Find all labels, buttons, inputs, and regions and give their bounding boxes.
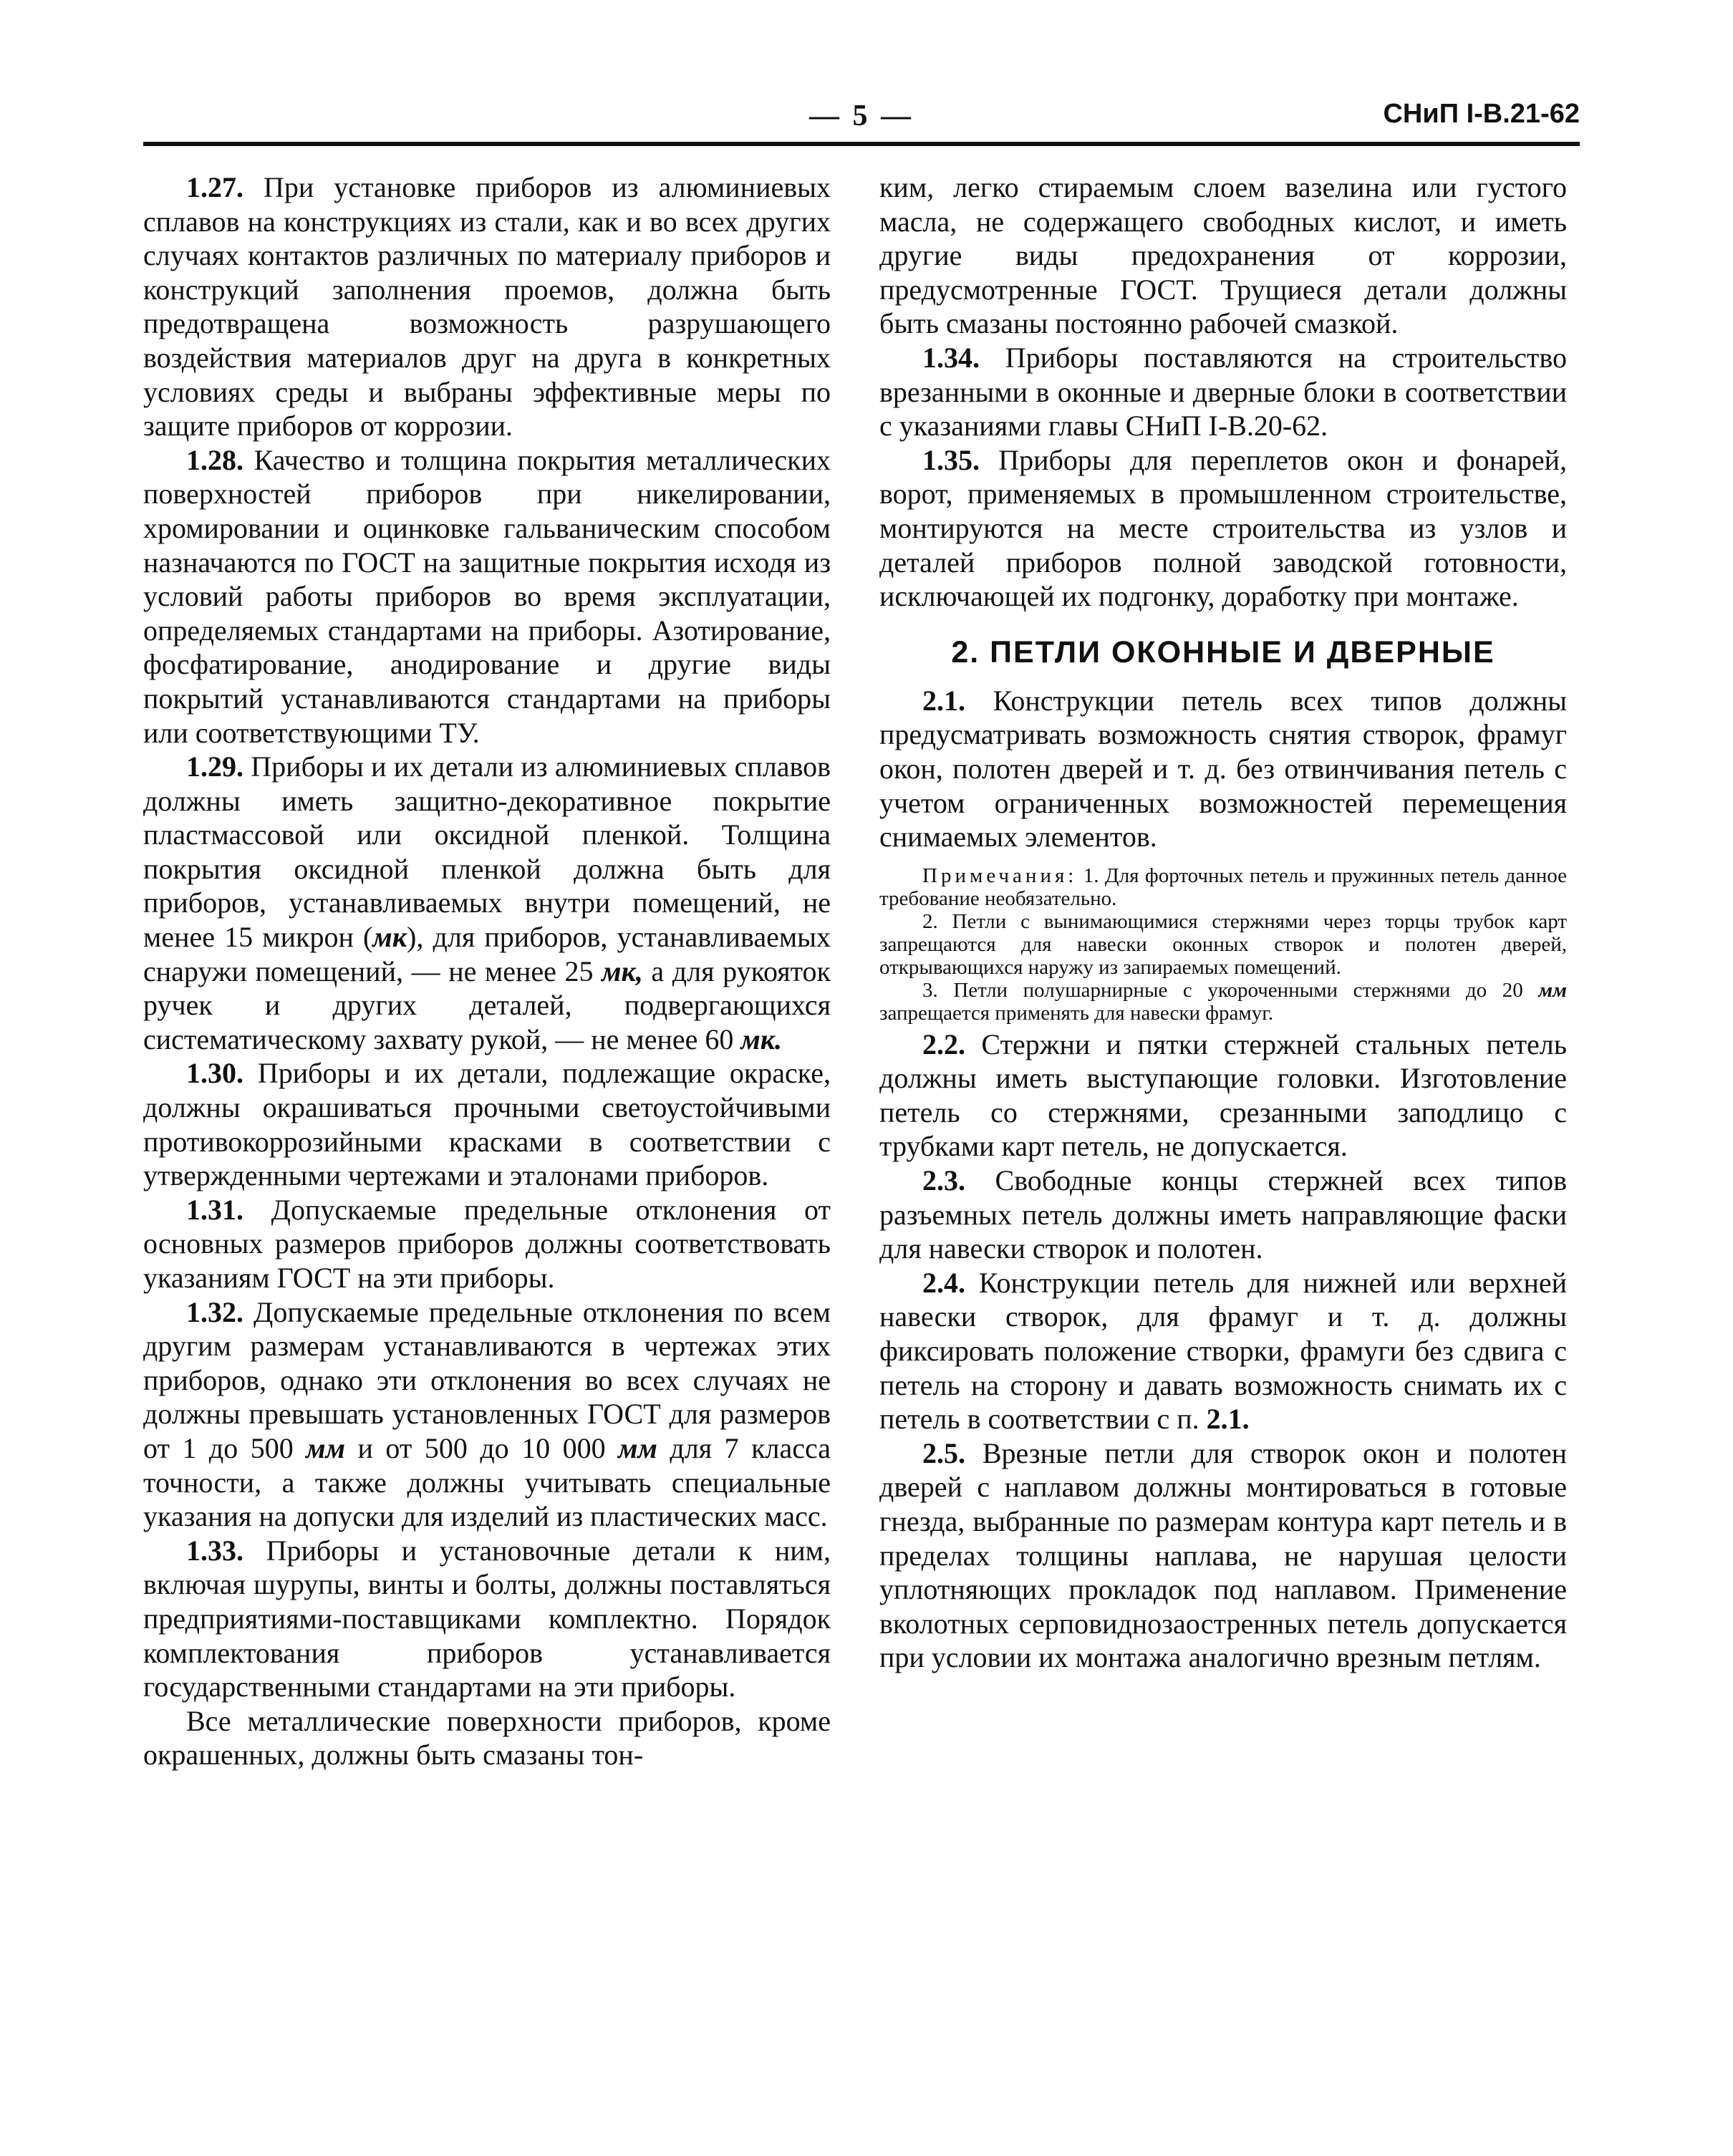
paragraph-1-29: 1.29. Приборы и их детали из алюминиевых сплавов должны иметь защитно-декоративное покрытие пластмассовой или оксидной пленкой. Толщина покрытия оксидной пленкой должна быть для приборов, устанавливаемых внутри помещений, не менее 15 микрон (мк), для приборов, устанавливаемых снаружи помещений, — не менее 25 мк, а для рукояток ручек и других деталей, подвергающихся систематическому захвату рукой, — не менее 60 мк. xyxy=(143,750,831,1055)
notes-label: Примечания: xyxy=(922,864,1078,887)
paragraph-1-30: 1.30. Приборы и их детали, подлежащие окраске, должны окрашиваться прочными светоустойчивыми противокоррозийными красками в соответствии с утвержденными чертежами и эталонами приборов. xyxy=(143,1057,831,1192)
paragraph-lubrication: Все металлические поверхности приборов, кроме окрашенных, должны быть смазаны тон- xyxy=(143,1704,831,1771)
document-code: СНиП I-В.21-62 xyxy=(1383,99,1580,129)
paragraph-1-34: 1.34. Приборы поставляются на строительство врезанными в оконные и дверные блоки в соответствии с указаниями главы СНиП I-В.20-62. xyxy=(879,341,1568,443)
header-rule xyxy=(143,142,1580,146)
page-header xyxy=(143,99,1580,142)
left-column xyxy=(143,170,831,1772)
page-number: — 5 — xyxy=(809,100,914,132)
paragraph-1-27: 1.27. При установке приборов из алюминиевых сплавов на конструкциях из стали, как и во всех других случаях контактов различных по материалу приборов и конструкций заполнения проемов, должна быть предотвращена возможность разрушающего воздействия материалов друг на друга в конкретных условиях среды и выбраны эффективные меры по защите приборов от коррозии. xyxy=(143,171,831,443)
section-heading: 2. ПЕТЛИ ОКОННЫЕ И ДВЕРНЫЕ xyxy=(951,634,1495,669)
paragraph-1-32: 1.32. Допускаемые предельные отклонения по всем другим размерам устанавливаются в чертежах этих приборов, однако эти отклонения во всех случаях не должны превышать установленных ГОСТ для размеров от 1 до 500 мм и от 500 до 10 000 мм для 7 класса точности, а также должны учитывать специальные указания на допуски для изделий из пластических масс. xyxy=(143,1295,831,1533)
paragraph-1-31: 1.31. Допускаемые предельные отклонения от основных размеров приборов должны соответствовать указаниям ГОСТ на эти приборы. xyxy=(143,1193,831,1294)
paragraph-continuation: ким, легко стираемым слоем вазелина или густого масла, не содержащего свободных кислот, и иметь другие виды предохранения от коррозии, предусмотренные ГОСТ. Трущиеся детали должны быть смазаны постоянно рабочей смазкой. xyxy=(879,171,1567,340)
paragraph-2-1: 2.1. Конструкции петель всех типов должны предусматривать возможность снятия створок, фрамуг окон, полотен дверей и т. д. без отвинчивания петель с учетом ограниченных возможностей перемещения снимаемых элементов. xyxy=(879,684,1568,854)
paragraph-2-2: 2.2. Стержни и пятки стержней стальных петель должны иметь выступающие головки. Изготовление петель со стержнями, срезанными заподлицо с трубками карт петель, не допускается. xyxy=(879,1028,1567,1163)
paragraph-2-5: 2.5. Врезные петли для створок окон и полотен дверей с наплавом должны монтироваться в готовые гнезда, выбранные по размерам контура карт петель и в пределах толщины наплава, не нарушая целости уплотняющих прокладок под наплавом. Применение вколотных серповиднозаостренных петель допускается при условии их монтажа аналогично врезным петлям. xyxy=(879,1436,1568,1674)
paragraph-2-4: 2.4. Конструкции петель для нижней или верхней навески створок, для фрамуг и т. д. должны фиксировать положение створки, фрамуги без сдвига с петель на сторону и давать возможность снимать их с петель в соответствии с п. 2.1. xyxy=(879,1266,1568,1436)
notes-block xyxy=(879,864,1567,1025)
note-1: Примечания: 1. Для форточных петель и пружинных петель данное требование необязательно. xyxy=(879,864,1567,910)
paragraph-1-33: 1.33. Приборы и установочные детали к ним, включая шурупы, винты и болты, должны поставляться предприятиями-поставщиками комплектно. Порядок комплектования приборов устанавливается государственными стандартами на эти приборы. xyxy=(143,1534,831,1703)
note-2: 2. Петли с вынимающимися стержнями через торцы трубок карт запрещаются для навески оконных створок и полотен дверей, открывающихся наружу из запираемых помещений. xyxy=(879,909,1567,979)
right-column xyxy=(879,170,1567,1675)
paragraph-1-28: 1.28. Качество и толщина покрытия металлических поверхностей приборов при никелировании, хромировании и оцинковке гальваническим способом назначаются по ГОСТ на защитные покрытия исходя из условий работы приборов во время эксплуатации, определяемых стандартами на приборы. Азотирование, фосфатирование, анодирование и другие виды покрытий устанавливаются стандартами на приборы или соответствующими ТУ. xyxy=(143,443,831,749)
note-3: 3. Петли полушарнирные с укороченными стержнями до 20 мм запрещается применять для навески фрамуг. xyxy=(879,978,1567,1025)
paragraph-2-3: 2.3. Свободные концы стержней всех типов разъемных петель должны иметь направляющие фаски для навески створок и полотен. xyxy=(879,1164,1568,1265)
paragraph-1-35: 1.35. Приборы для переплетов окон и фонарей, ворот, применяемых в промышленном строительстве, монтируются на месте строительства из узлов и деталей приборов полной заводской готовности, исключающей их подгонку, доработку при монтаже. xyxy=(879,443,1568,613)
